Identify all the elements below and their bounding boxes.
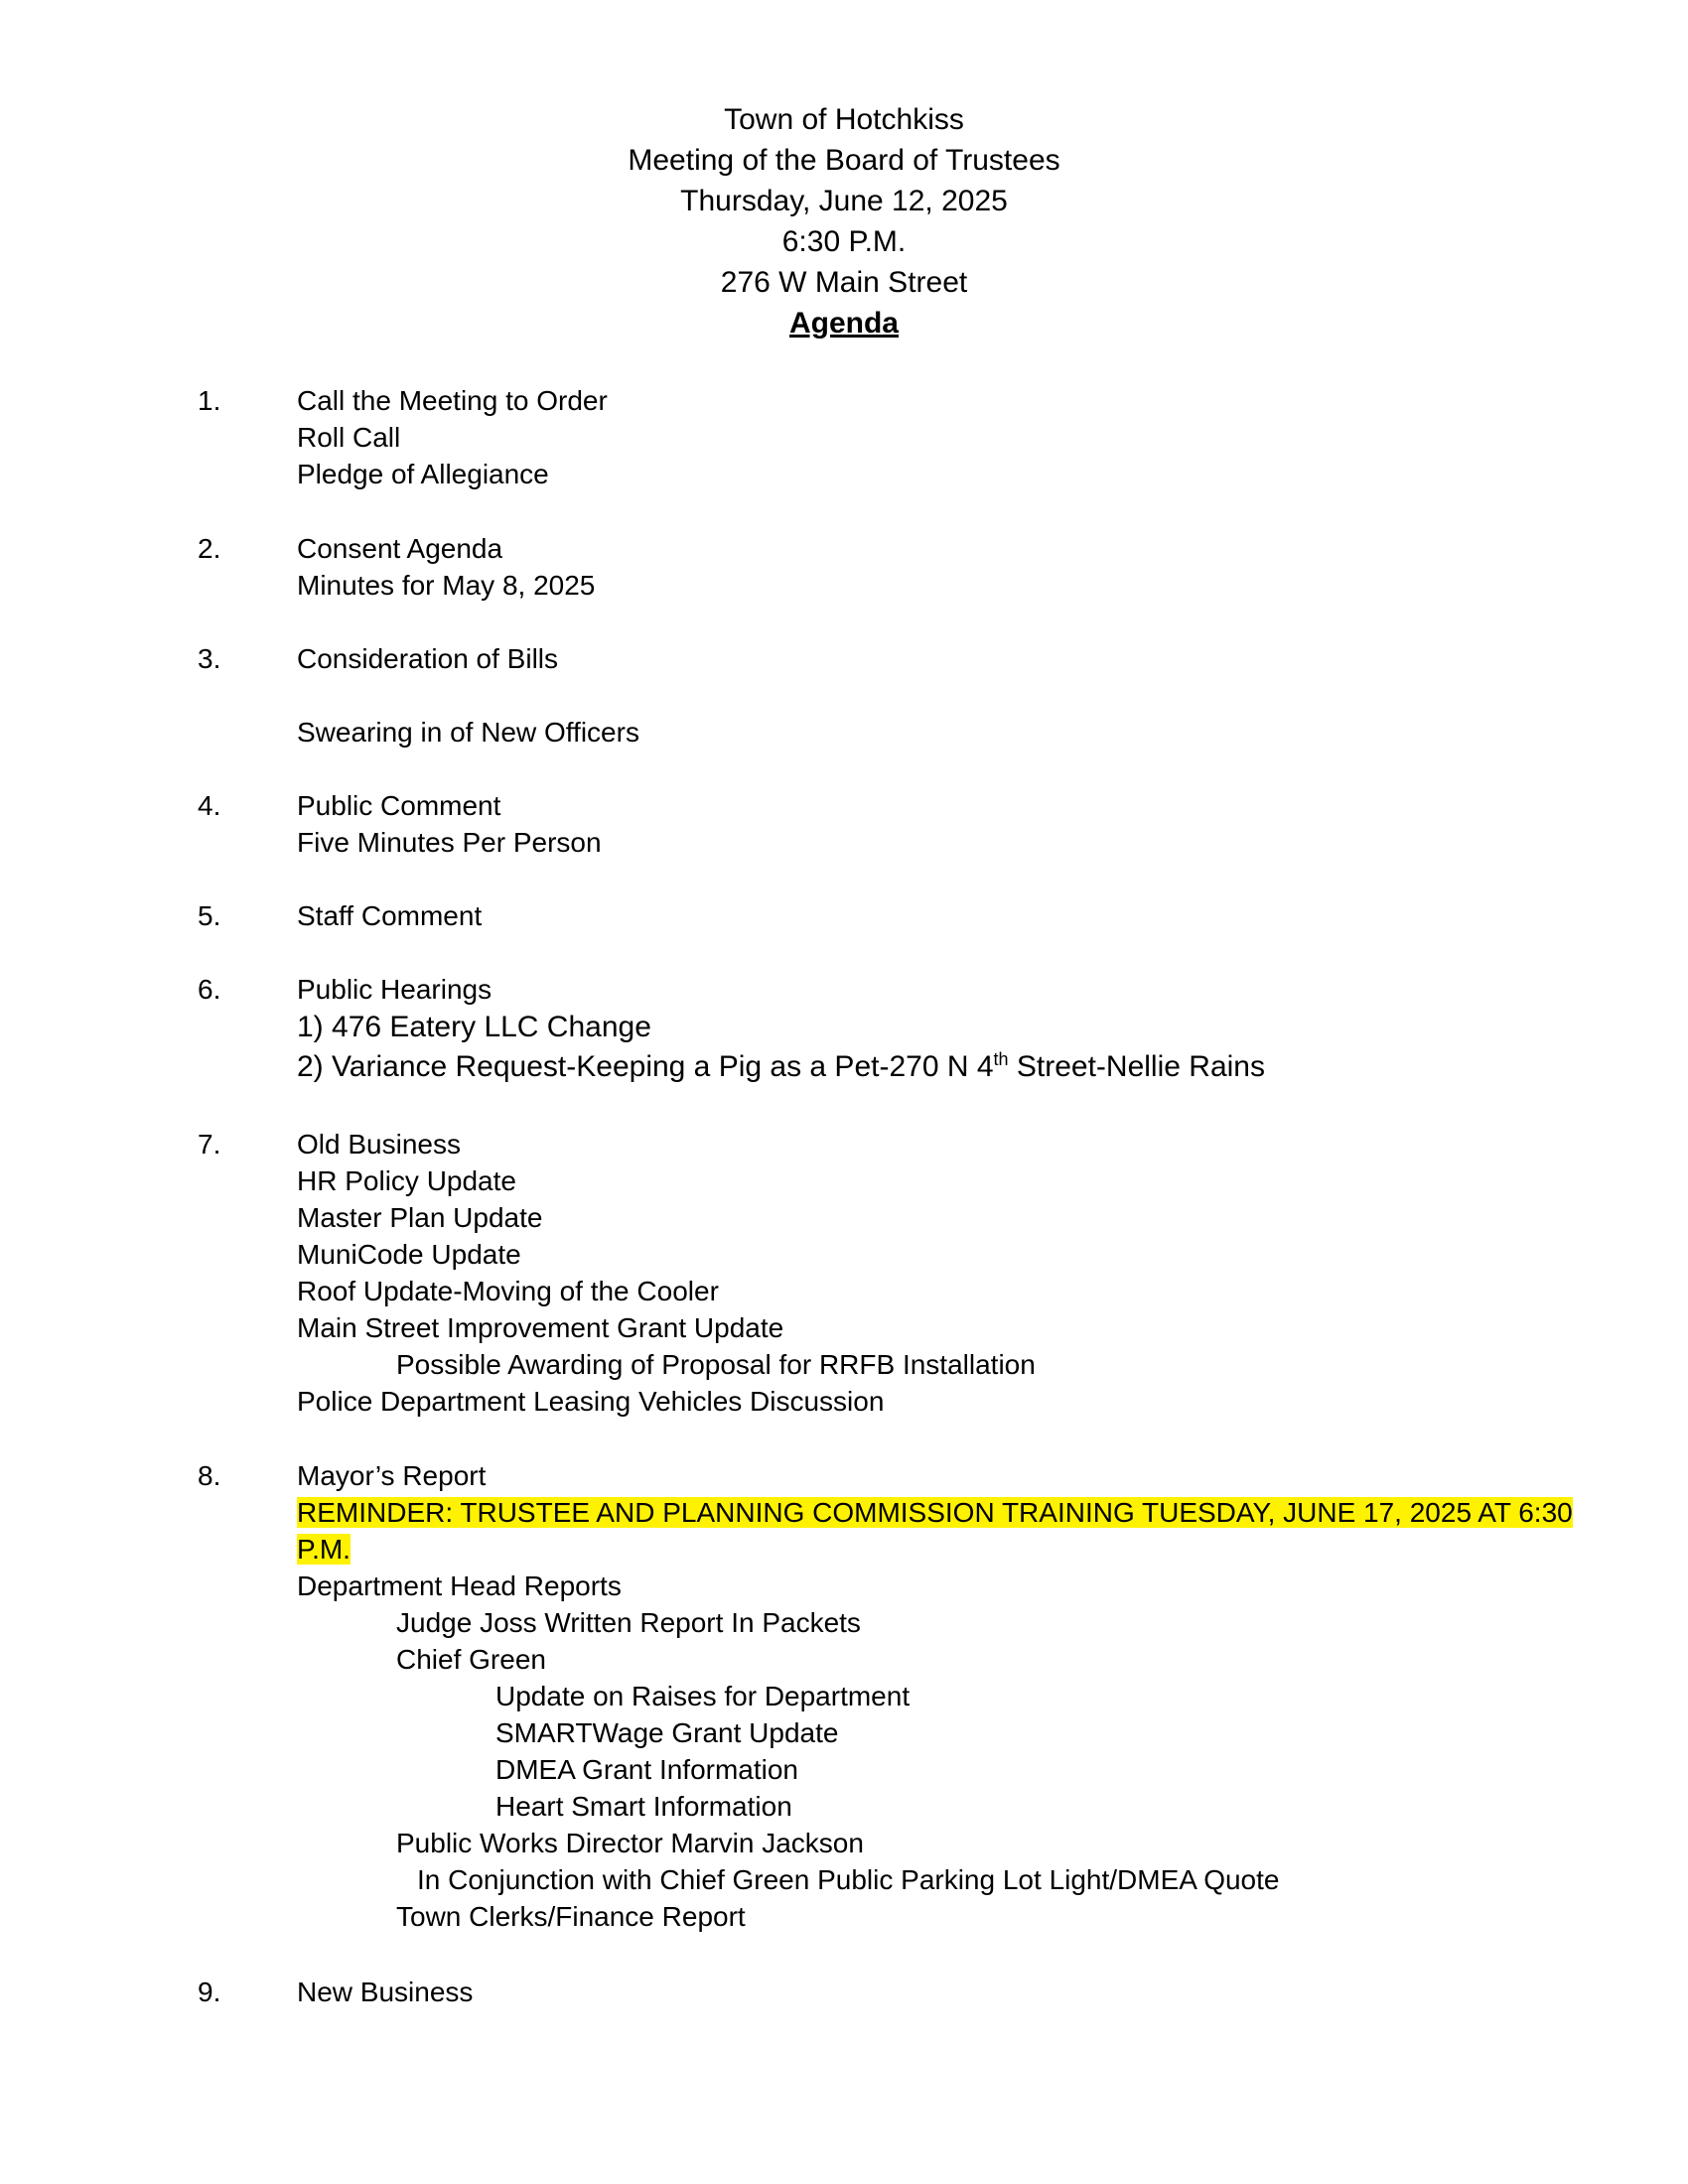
town-name: Town of Hotchkiss xyxy=(724,103,964,136)
reminder-line-2: P.M. xyxy=(297,1534,351,1565)
agenda-item: Pledge of Allegiance xyxy=(297,459,549,489)
agenda-item: MuniCode Update xyxy=(297,1239,521,1270)
section-number: 2. xyxy=(198,533,221,564)
agenda-item: Police Department Leasing Vehicles Discussion xyxy=(297,1386,885,1417)
agenda-subsubitem: Heart Smart Information xyxy=(495,1791,792,1822)
agenda-subsubitem: DMEA Grant Information xyxy=(495,1754,799,1785)
meeting-date: Thursday, June 12, 2025 xyxy=(680,185,1008,217)
section-1 xyxy=(198,382,608,492)
variance-request-item: 2) Variance Request-Keeping a Pig as a Pet-270 N 4th Street-Nellie Rains xyxy=(297,1049,1265,1083)
agenda-header xyxy=(0,99,1688,343)
section-4 xyxy=(198,787,602,861)
section-heading xyxy=(198,1126,1036,1162)
section-number: 9. xyxy=(198,1977,221,2007)
section-8 xyxy=(198,1457,1573,1935)
agenda-item: Swearing in of New Officers xyxy=(297,717,639,748)
section-heading xyxy=(198,1457,1573,1494)
section-3-items xyxy=(198,714,639,751)
section-heading xyxy=(198,787,602,824)
section-6 xyxy=(198,971,1265,1087)
meeting-address: 276 W Main Street xyxy=(720,266,968,299)
section-title: Call the Meeting to Order xyxy=(297,385,608,416)
meeting-title: Meeting of the Board of Trustees xyxy=(628,144,1060,177)
section-title: Staff Comment xyxy=(297,900,483,931)
agenda-subitem: Chief Green xyxy=(396,1644,546,1675)
section-heading xyxy=(198,530,595,567)
section-number: 5. xyxy=(198,900,221,931)
agenda-subitem: In Conjunction with Chief Green Public Parking Lot Light/DMEA Quote xyxy=(417,1864,1280,1895)
agenda-subitem: Possible Awarding of Proposal for RRFB Installation xyxy=(396,1349,1036,1380)
section-title: New Business xyxy=(297,1977,474,2007)
section-title: Public Comment xyxy=(297,790,501,821)
agenda-subsubitem: Update on Raises for Department xyxy=(495,1681,911,1711)
section-heading xyxy=(198,382,608,419)
section-title: Mayor’s Report xyxy=(297,1460,487,1491)
section-7 xyxy=(198,1126,1036,1420)
agenda-subsubitem: SMARTWage Grant Update xyxy=(495,1717,839,1748)
agenda-title: Agenda xyxy=(788,307,899,340)
section-title: Old Business xyxy=(297,1129,461,1160)
agenda-subitem: Judge Joss Written Report In Packets xyxy=(396,1607,861,1638)
agenda-item: 1) 476 Eatery LLC Change xyxy=(297,1011,651,1043)
agenda-item: Main Street Improvement Grant Update xyxy=(297,1312,784,1343)
agenda-item: Department Head Reports xyxy=(297,1570,622,1601)
agenda-item: Roll Call xyxy=(297,422,401,453)
section-number: 3. xyxy=(198,643,221,674)
agenda-subitem: Public Works Director Marvin Jackson xyxy=(396,1828,864,1858)
section-2 xyxy=(198,530,595,604)
section-title: Consideration of Bills xyxy=(297,643,559,674)
agenda-item: Five Minutes Per Person xyxy=(297,827,602,858)
agenda-item: Roof Update-Moving of the Cooler xyxy=(297,1276,719,1306)
agenda-subitem: Town Clerks/Finance Report xyxy=(396,1901,746,1932)
section-title: Consent Agenda xyxy=(297,533,503,564)
section-number: 1. xyxy=(198,385,221,416)
agenda-item: Master Plan Update xyxy=(297,1202,543,1233)
section-heading xyxy=(198,971,1265,1008)
section-number: 4. xyxy=(198,790,221,821)
agenda-item: HR Policy Update xyxy=(297,1165,516,1196)
section-number: 7. xyxy=(198,1129,221,1160)
meeting-time: 6:30 P.M. xyxy=(781,225,907,258)
section-title: Public Hearings xyxy=(297,974,492,1005)
reminder-line-1: REMINDER: TRUSTEE AND PLANNING COMMISSION TRAINING TUESDAY, JUNE 17, 2025 AT 6:30 xyxy=(297,1497,1573,1528)
agenda-item: Minutes for May 8, 2025 xyxy=(297,570,596,601)
section-number: 8. xyxy=(198,1460,221,1491)
section-number: 6. xyxy=(198,974,221,1005)
